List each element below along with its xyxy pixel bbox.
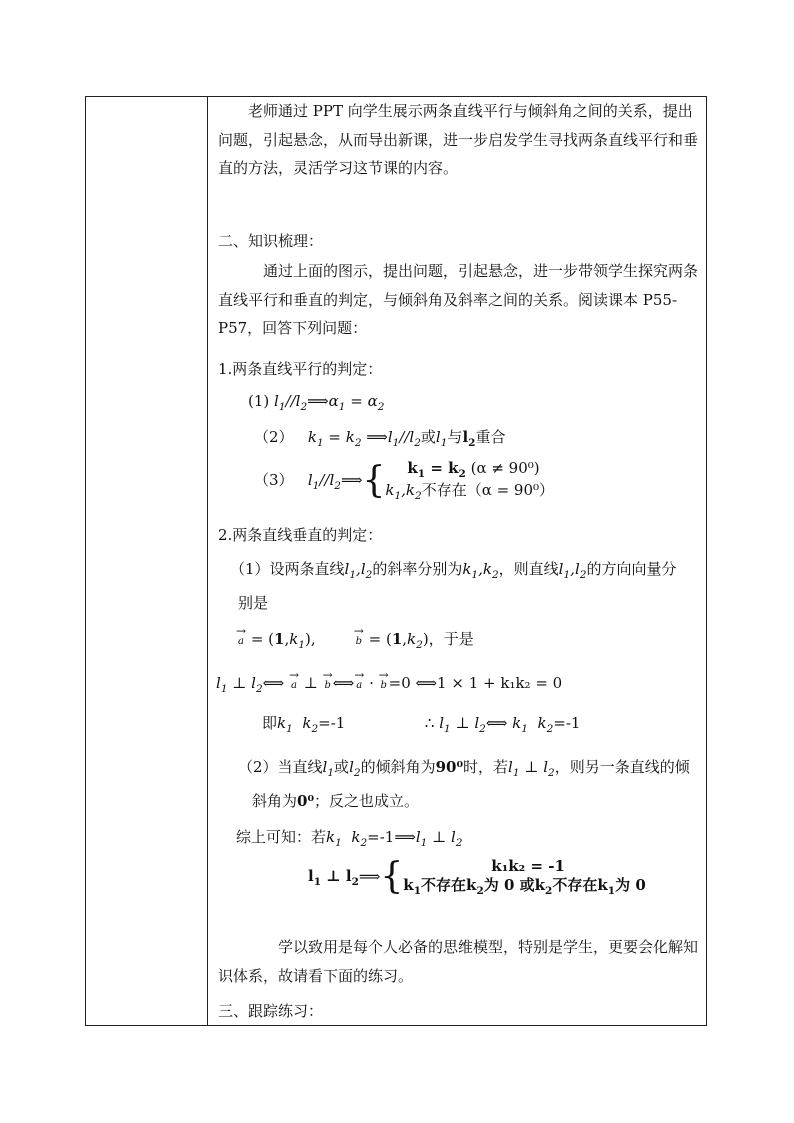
summary-line: 综上可知：若$k_1$ $k_2=-1⟹l_1$ ⊥ $l_2$	[236, 828, 463, 849]
content-cell	[208, 97, 706, 1025]
section-heading-2: 二、知识梳理：	[218, 232, 324, 250]
perp-condition-2: （2）当直线$l_1$或$l_2$的倾斜角为90⁰时，若$l_1$ ⊥ $l_2$，则另一条直线的倾	[238, 758, 690, 779]
summary-system: $l_1$ ⊥ $l_2⟹${ k₁k₂ = -1 $k_1$不存在$k_2$为 0 或$k_2$不存在$k_1$为 0	[308, 856, 646, 898]
section-heading-3: 三、跟踪练习：	[218, 1002, 324, 1020]
perp-condition-2-cont: 斜角为0⁰；反之也成立。	[252, 792, 420, 810]
perp-result: 即$k_1$ $k_2=-1$ ∴ $l_1$ ⊥ $l_2⟺$ $k_1$ $k_2=-1$	[262, 714, 581, 735]
perp-condition-1-cont: 别是	[238, 594, 269, 612]
closing-paragraph: 学以致用是每个人必备的思维模型，特别是学生，更要会化解知识体系，故请看下面的练习。	[218, 938, 699, 985]
perp-equivalence: $l_1$ ⊥ $l_2⟺$ → a ⊥ → b ⟺ → a · → b =0 ⟺1 × 1 + k₁k₂ = 0	[216, 668, 563, 695]
table-frame	[85, 96, 707, 1026]
sub-heading-perpendicular: 2.两条直线垂直的判定：	[218, 526, 383, 544]
sub-heading-parallel: 1.两条直线平行的判定：	[218, 360, 383, 378]
parallel-rule-1: (1) $l_1//l_2⟹\alpha_1 = \alpha_2$	[248, 392, 385, 413]
parallel-rule-2: （2） $k_1 = k_2$ $⟹l_1//l_2$或$l_1$与$l_2$重合	[254, 428, 506, 449]
perp-condition-1: （1）设两条直线$l_1,l_2$的斜率分别为$k_1,k_2$，则直线$l_1,l_2$的方向向量分	[230, 560, 677, 581]
direction-vectors: → a = $(1,k_1)$, → b = $(1,k_2)$，于是	[236, 624, 474, 651]
intro-paragraph: 老师通过 PPT 向学生展示两条直线平行与倾斜角之间的关系，提出问题，引起悬念，从而导出新课，进一步启发学生寻找两条直线平行和垂直的方法，灵活学习这节课的内容。	[218, 102, 699, 177]
section2-paragraph: 通过上面的图示，提出问题，引起悬念，进一步带领学生探究两条直线平行和垂直的判定，与倾斜角及斜率之间的关系。阅读课本 P55-P57，回答下列问题：	[218, 262, 699, 337]
parallel-rule-3: （3） $l_1//l_2⟹${ $k_1 = k_2$ (α ≠ 90⁰) $k_1,k_2$不存在（α = 90⁰）	[254, 459, 555, 503]
